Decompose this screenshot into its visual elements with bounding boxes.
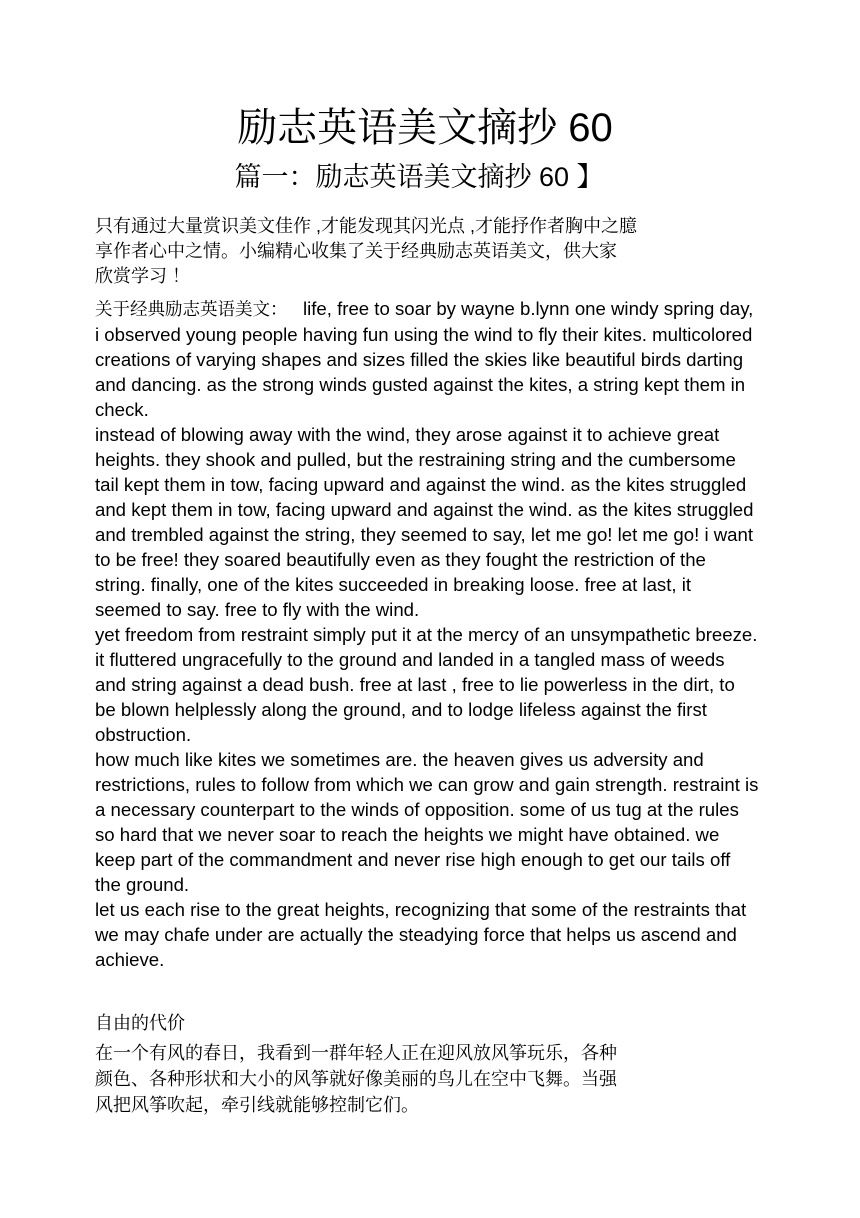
essay-lead: 关于经典励志英语美文： — [95, 299, 288, 319]
essay-paragraph: how much like kites we sometimes are. the heaven gives us adversity and restrictions, rules to follow from which we can grow and gain strength. restraint is a necessary counterpart to the winds of opposition. some of us tug at the rules so hard that we never soar to reach the heights we might have obtained. we keep part of the commandment and never rise high enough to get our tails off the ground. — [95, 749, 759, 895]
chinese-line: 风把风筝吹起，牵引线就能够控制它们。 — [95, 1095, 419, 1115]
intro-line: 享作者心中之情。小编精心收集了关于经典励志英语美文，供大家 — [95, 241, 617, 261]
intro-line: 欣赏学习 ！ — [95, 266, 191, 286]
chinese-line: 颜色、各种形状和大小的风筝就好像美丽的鸟儿在空中飞舞。当强 — [95, 1069, 617, 1089]
essay-paragraph: let us each rise to the great heights, recognizing that some of the restraints that we may chafe under are actually the steadying force that helps us ascend and achieve. — [95, 899, 747, 970]
essay-paragraph: instead of blowing away with the wind, they arose against it to achieve great heights. they shook and pulled, but the restraining string and the cumbersome tail kept them in tow, facing upward and against the wind. as the kites struggled and kept them in tow, facing upward and against the wind. as the kites struggled and trembled against the string, they seemed to say, let me go! let me go! i want to be free! they soared beautifully even as they fought the restriction of the string. finally, one of the kites succeeded in breaking loose. free at last, it seemed to say. free to fly with the wind. — [95, 424, 754, 620]
document-subtitle: 篇一：励志英语美文摘抄 60 】 — [234, 162, 604, 192]
essay-paragraph — [95, 296, 760, 422]
intro-paragraph — [95, 214, 735, 289]
intro-line: 只有通过大量赏识美文佳作 ,才能发现其闪光点 ,才能抒作者胸中之臆 — [95, 216, 638, 236]
essay-body — [95, 296, 760, 972]
essay-paragraph: yet freedom from restraint simply put it at the mercy of an unsympathetic breeze. it fluttered ungracefully to the ground and landed in a tangled mass of weeds and string against a dead bush. free at last , free to lie powerless in the dirt, to be blown helplessly along the ground, and to lodge lifeless against the first obstruction. — [95, 624, 758, 745]
chinese-section-heading: 自由的代价 — [95, 1013, 185, 1033]
chinese-line: 在一个有风的春日，我看到一群年轻人正在迎风放风筝玩乐，各种 — [95, 1043, 617, 1063]
document-title: 励志英语美文摘抄 60 — [237, 106, 613, 150]
chinese-paragraph — [95, 1040, 735, 1118]
essay-paragraph-text: life, free to soar by wayne b.lynn one windy spring day, i observed young people having fun using the wind to fly their kites. multicolored creations of varying shapes and sizes filled the skies like beautiful birds darting and dancing. as the strong winds gusted against the kites, a string kept them in check. — [95, 298, 754, 420]
